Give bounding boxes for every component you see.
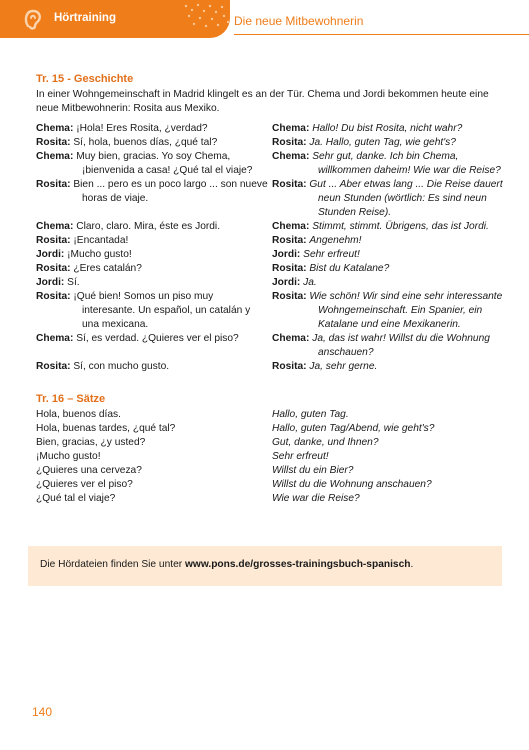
audio-note: [40, 559, 413, 570]
dialogue-line: [272, 276, 504, 290]
speaker-label: Rosita:: [272, 361, 307, 372]
speaker-label: Chema:: [272, 151, 310, 162]
track15-intro: In einer Wohngemeinschaft in Madrid klingelt es an der Tür. Chema und Jordi bekommen heute eine neue Mitbewohnerin: Rosita aus Mexiko.: [36, 89, 489, 114]
dialogue-line: [272, 290, 504, 332]
speaker-label: Rosita:: [272, 137, 307, 148]
dialogue-line: [272, 122, 504, 136]
dialogue-line: [36, 122, 268, 136]
dialogue-line: [272, 178, 504, 220]
dialogue-line: [272, 262, 504, 276]
dialogue-line: [272, 220, 504, 234]
speaker-label: Rosita:: [36, 263, 71, 274]
speaker-label: Rosita:: [272, 179, 307, 190]
speaker-label: Jordi:: [36, 249, 65, 260]
speaker-label: Chema:: [36, 333, 74, 344]
dialogue-text: Sehr gut, danke. Ich bin Chema, willkommen daheim! Wie war die Reise?: [312, 151, 501, 176]
dialogue-german: [272, 122, 504, 374]
dialogue-text: Wie schön! Wir sind eine sehr interessante Wohngemeinschaft. Ein Spanier, ein Katalane und eine Mexikanerin.: [309, 291, 503, 330]
speaker-label: Jordi:: [272, 277, 301, 288]
sentence-line: Hola, buenos días.: [36, 409, 121, 420]
dialogue-line: [272, 248, 504, 262]
sentence-line: Willst du die Wohnung anschauen?: [272, 479, 432, 490]
speaker-label: Jordi:: [36, 277, 65, 288]
dialogue-text: Gut ... Aber etwas lang ... Die Reise dauert neun Stunden (wörtlich: Es sind neun Stunden Reise).: [309, 179, 503, 218]
dialogue-text: Hallo! Du bist Rosita, nicht wahr?: [312, 123, 463, 134]
dialogue-text: Sehr erfreut!: [303, 249, 360, 260]
dialogue-line: [36, 276, 268, 290]
speaker-label: Jordi:: [272, 249, 301, 260]
speaker-label: Chema:: [272, 221, 310, 232]
speaker-label: Rosita:: [36, 179, 71, 190]
dialogue-gap: [36, 346, 268, 360]
dialogue-text: Stimmt, stimmt. Übrigens, das ist Jordi.: [312, 221, 489, 232]
sentence-line: ¿Quieres una cerveza?: [36, 465, 142, 476]
speaker-label: Rosita:: [36, 137, 71, 148]
dialogue-line: [36, 262, 268, 276]
dialogue-line: [272, 136, 504, 150]
track16-title: Tr. 16 – Sätze: [36, 393, 106, 405]
speaker-label: Rosita:: [272, 235, 307, 246]
sentence-line: Wie war die Reise?: [272, 493, 360, 504]
dialogue-line: [36, 150, 268, 178]
dialogue-line: [36, 178, 268, 206]
speaker-label: Chema:: [36, 151, 74, 162]
speaker-label: Rosita:: [272, 291, 307, 302]
speaker-label: Rosita:: [36, 291, 71, 302]
sentence-line: Gut, danke, und Ihnen?: [272, 437, 379, 448]
speaker-label: Rosita:: [36, 235, 71, 246]
sentences-german: [272, 408, 504, 506]
dialogue-line: [272, 332, 504, 360]
dialogue-text: Claro, claro. Mira, éste es Jordi.: [76, 221, 221, 232]
dialogue-text: Bist du Katalane?: [309, 263, 390, 274]
dialogue-text: Sí, es verdad. ¿Quieres ver el piso?: [76, 333, 239, 344]
dialogue-line: [272, 234, 504, 248]
sentence-line: ¡Mucho gusto!: [36, 451, 101, 462]
dialogue-line: [36, 136, 268, 150]
dialogue-text: Sí.: [67, 277, 80, 288]
dialogue-text: Ja, das ist wahr! Willst du die Wohnung anschauen?: [312, 333, 490, 358]
dialogue-text: Muy bien, gracias. Yo soy Chema, ¡bienvenida a casa! ¿Qué tal el viaje?: [76, 151, 253, 176]
sentence-line: Willst du ein Bier?: [272, 465, 354, 476]
page-title: Die neue Mitbewohnerin: [234, 14, 364, 28]
speaker-label: Rosita:: [36, 361, 71, 372]
dialogue-text: ¡Hola! Eres Rosita, ¿verdad?: [76, 123, 208, 134]
dialogue-spanish: [36, 122, 268, 374]
dialogue-line: [36, 332, 268, 346]
decorative-dots: [180, 2, 230, 36]
dialogue-line: [272, 360, 504, 374]
speaker-label: Chema:: [272, 123, 310, 134]
dialogue-text: Ja.: [303, 277, 317, 288]
sentences-spanish: [36, 408, 256, 506]
speaker-label: Chema:: [272, 333, 310, 344]
dialogue-text: ¡Encantada!: [73, 235, 129, 246]
note-suffix: .: [410, 559, 414, 570]
sentence-line: Hallo, guten Tag/Abend, wie geht's?: [272, 423, 435, 434]
ear-icon: [20, 6, 46, 32]
sentence-line: ¿Quieres ver el piso?: [36, 479, 133, 490]
dialogue-text: Angenehm!: [309, 235, 362, 246]
dialogue-line: [272, 150, 504, 178]
sentence-line: Hallo, guten Tag.: [272, 409, 349, 420]
sentence-line: ¿Qué tal el viaje?: [36, 493, 116, 504]
note-prefix: Die Hördateien finden Sie unter: [40, 559, 185, 570]
speaker-label: Rosita:: [272, 263, 307, 274]
dialogue-text: Sí, con mucho gusto.: [73, 361, 170, 372]
dialogue-text: ¡Mucho gusto!: [67, 249, 132, 260]
track15-title: Tr. 15 - Geschichte: [36, 73, 134, 85]
dialogue-line: [36, 290, 268, 332]
dialogue-text: Sí, hola, buenos días, ¿qué tal?: [73, 137, 218, 148]
dialogue-gap: [36, 206, 268, 220]
dialogue-line: [36, 220, 268, 234]
dialogue-text: Bien ... pero es un poco largo ... son nueve horas de viaje.: [73, 179, 268, 204]
dialogue-text: Ja. Hallo, guten Tag, wie geht's?: [309, 137, 456, 148]
sentence-line: Bien, gracias, ¿y usted?: [36, 437, 146, 448]
page-number: 140: [32, 705, 53, 719]
audio-url-link[interactable]: www.pons.de/grosses-trainingsbuch-spanisch: [184, 559, 411, 570]
audio-note-box: [28, 546, 502, 586]
dialogue-line: [36, 248, 268, 262]
speaker-label: Chema:: [36, 123, 74, 134]
speaker-label: Chema:: [36, 221, 74, 232]
sentence-line: Sehr erfreut!: [272, 451, 329, 462]
dialogue-text: ¿Eres catalán?: [73, 263, 142, 274]
dialogue-line: [36, 234, 268, 248]
section-label: Hörtraining: [54, 12, 116, 24]
sentence-line: Hola, buenas tardes, ¿qué tal?: [36, 423, 176, 434]
dialogue-text: Ja, sehr gerne.: [309, 361, 378, 372]
dialogue-text: ¡Qué bien! Somos un piso muy interesante. Un español, un catalán y una mexicana.: [73, 291, 251, 330]
header-rule: [234, 34, 529, 35]
dialogue-line: [36, 360, 268, 374]
header-bar: [0, 0, 529, 40]
